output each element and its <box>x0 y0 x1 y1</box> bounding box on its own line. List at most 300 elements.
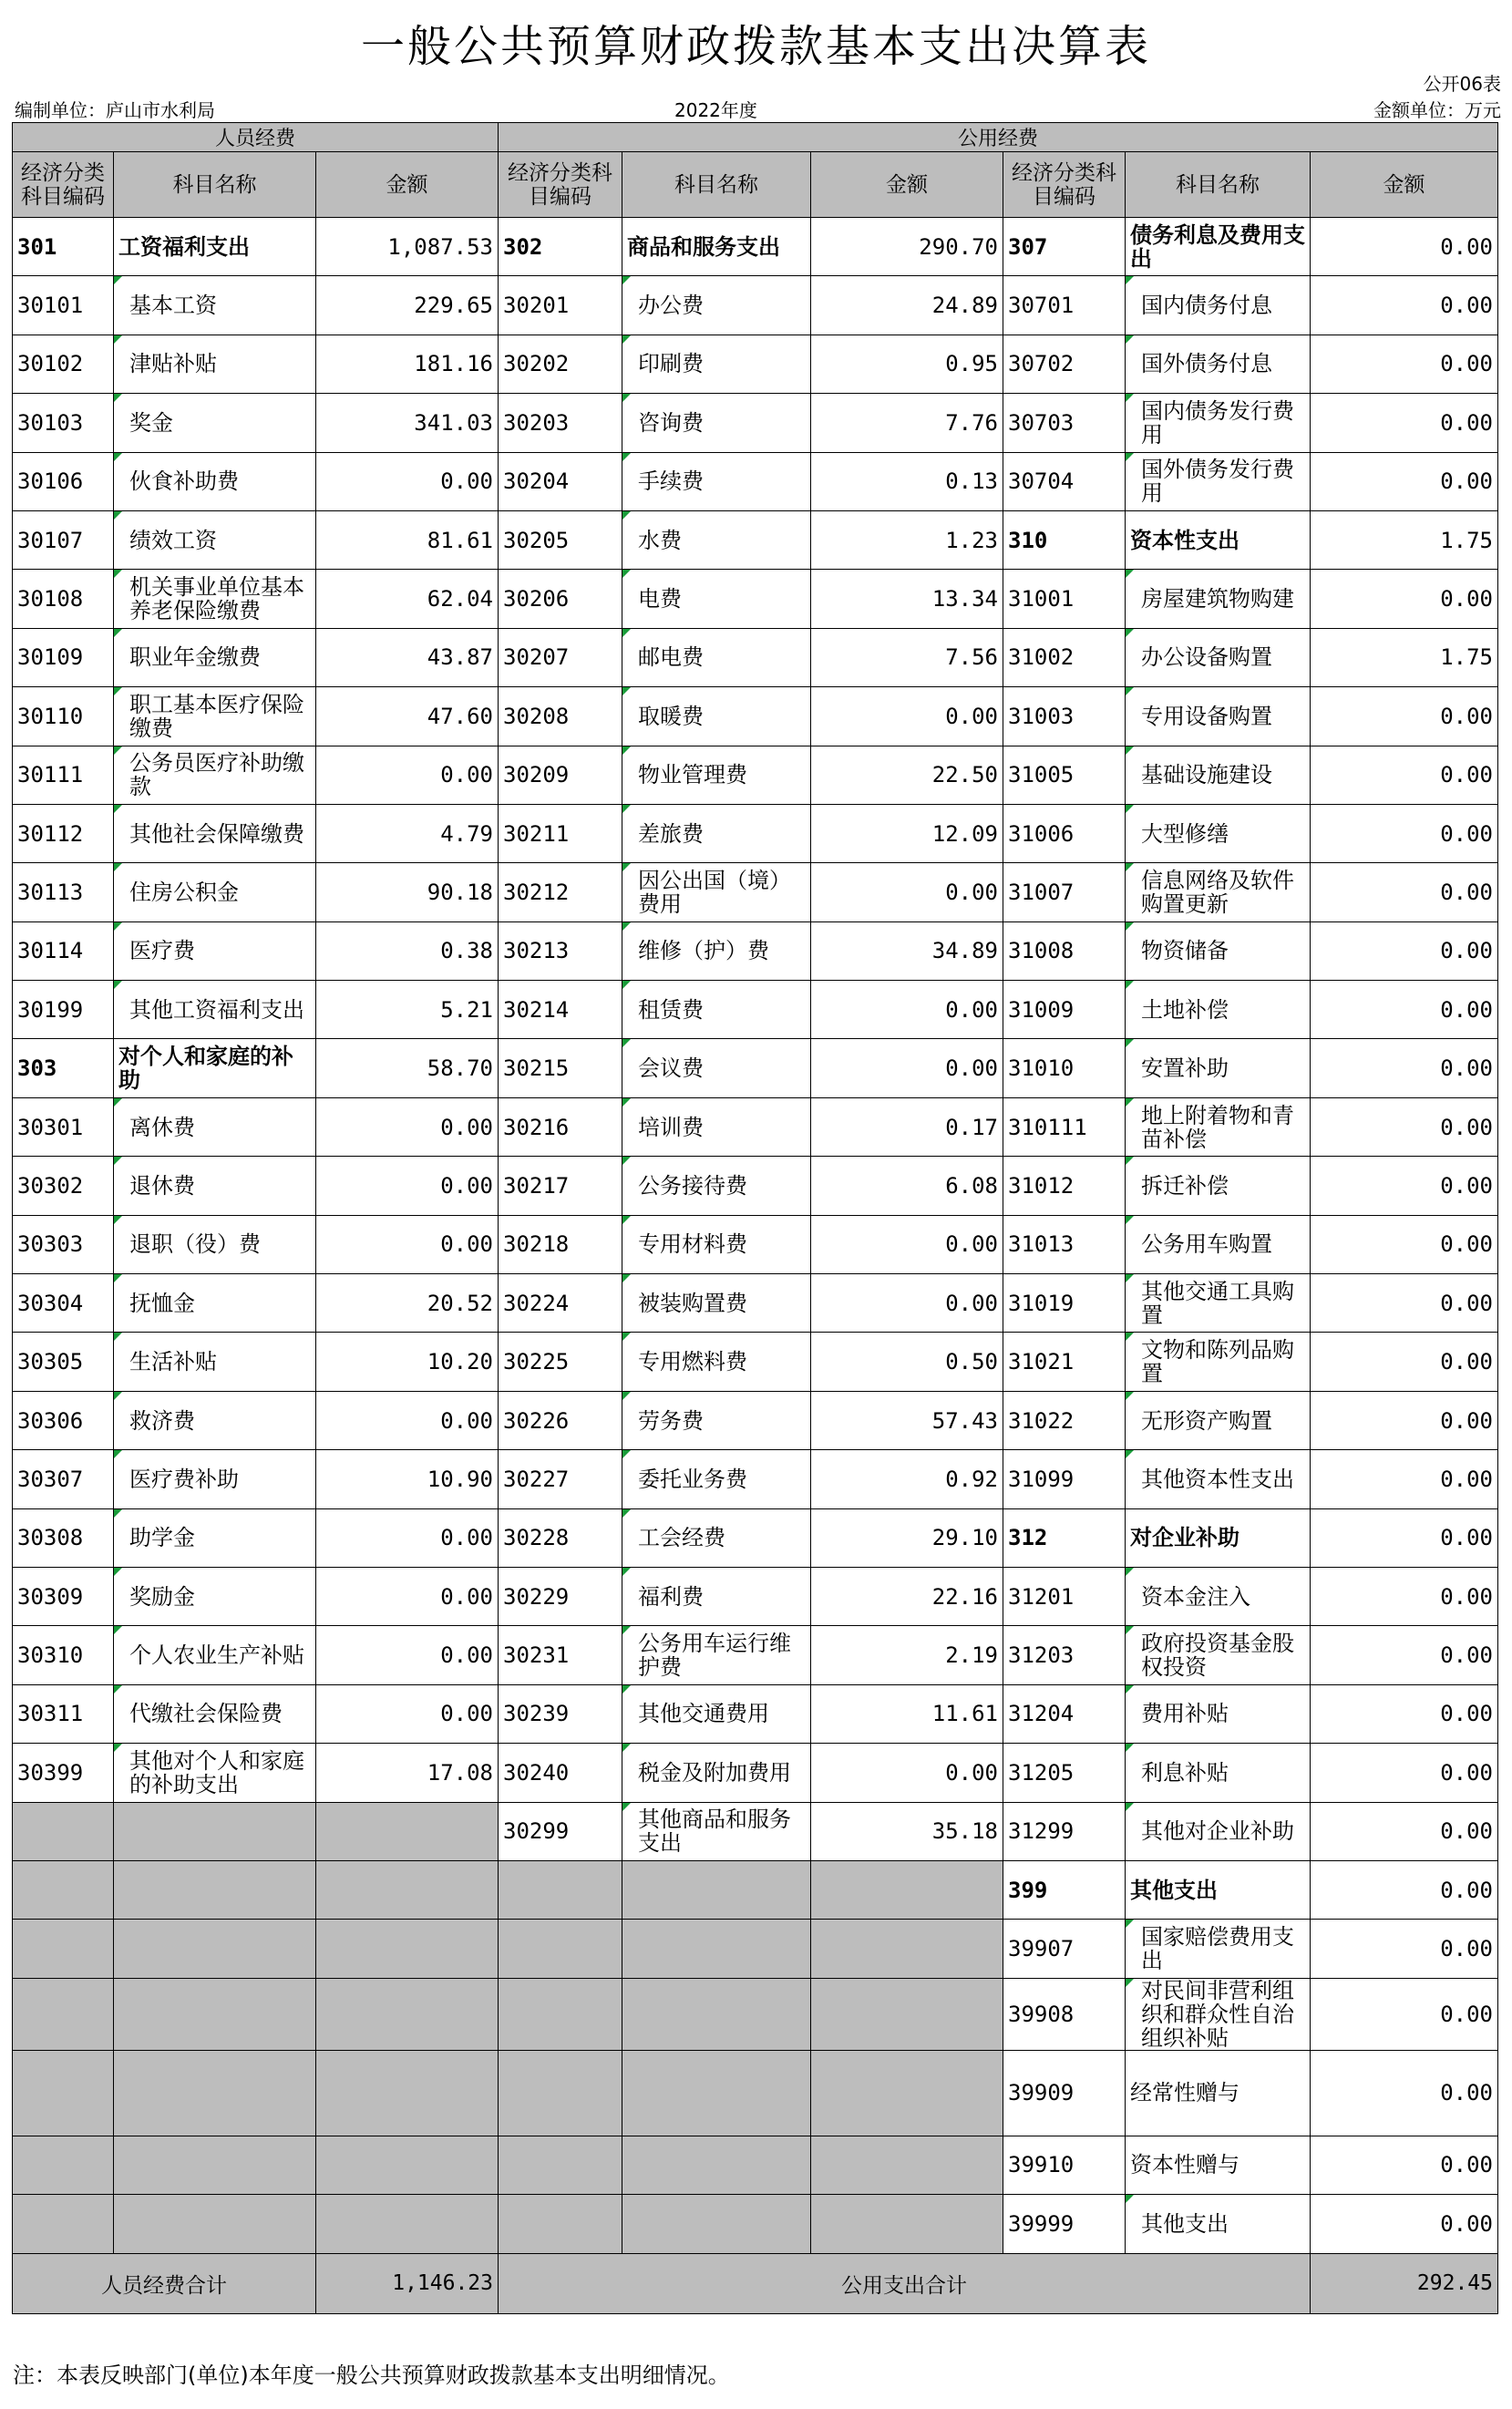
amount-cell: 1.23 <box>811 510 1003 569</box>
code-cell: 30201 <box>499 276 622 335</box>
name-cell <box>1126 628 1311 686</box>
code-cell: 302 <box>499 218 622 276</box>
amount-cell: 0.00 <box>316 1626 499 1684</box>
subject-name: 租赁费 <box>638 996 704 1023</box>
amount-cell: 0.00 <box>811 1039 1003 1097</box>
amount-cell: 29.10 <box>811 1508 1003 1567</box>
code-cell: 31003 <box>1003 687 1126 746</box>
subject-name: 资本性支出 <box>1130 526 1239 553</box>
table-row <box>13 804 1498 862</box>
amount-cell: 43.87 <box>316 628 499 686</box>
code-cell: 30107 <box>13 510 114 569</box>
code-cell: 31010 <box>1003 1039 1126 1097</box>
amount-cell <box>811 1978 1003 2050</box>
subject-name: 电费 <box>638 586 682 613</box>
amount-cell <box>316 2136 499 2194</box>
name-cell <box>114 276 316 335</box>
subject-name: 水费 <box>638 527 682 553</box>
name-cell <box>114 2136 316 2194</box>
subject-name: 专用燃料费 <box>638 1349 747 1375</box>
name-cell <box>622 1978 811 2050</box>
subject-name: 专用材料费 <box>638 1231 747 1258</box>
table-row <box>13 2050 1498 2136</box>
subject-name: 公务用车运行维护费 <box>638 1631 791 1681</box>
code-cell: 31204 <box>1003 1684 1126 1743</box>
name-cell <box>1126 510 1311 569</box>
code-cell: 30231 <box>499 1626 622 1684</box>
name-cell <box>1126 1626 1311 1684</box>
name-cell <box>114 452 316 510</box>
name-cell <box>114 628 316 686</box>
code-cell: 30213 <box>499 921 622 980</box>
section-public: 公用经费 <box>499 123 1498 152</box>
table-row <box>13 1333 1498 1391</box>
amount-cell: 181.16 <box>316 335 499 393</box>
form-number: 公开06表 <box>1423 73 1501 95</box>
amount-cell: 0.00 <box>1311 863 1498 921</box>
amount-cell: 0.00 <box>1311 1978 1498 2050</box>
code-cell: 30703 <box>1003 394 1126 452</box>
amount-cell: 0.00 <box>1311 1684 1498 1743</box>
amount-cell: 2.19 <box>811 1626 1003 1684</box>
name-cell <box>1126 1978 1311 2050</box>
name-cell <box>622 2195 811 2253</box>
subject-name: 生活补贴 <box>129 1349 217 1375</box>
subject-name: 公务接待费 <box>638 1172 747 1199</box>
code-cell: 39910 <box>1003 2136 1126 2194</box>
code-cell: 30108 <box>13 570 114 628</box>
amount-cell: 0.00 <box>316 452 499 510</box>
subject-name: 其他支出 <box>1141 2210 1229 2237</box>
name-cell <box>622 218 811 276</box>
subject-name: 代缴社会保险费 <box>129 1701 283 1727</box>
code-cell: 30207 <box>499 628 622 686</box>
name-cell <box>114 1391 316 1449</box>
amount-cell: 20.52 <box>316 1274 499 1333</box>
table-row <box>13 452 1498 510</box>
code-cell: 31201 <box>1003 1567 1126 1625</box>
subject-name: 地上附着物和青苗补偿 <box>1141 1102 1294 1152</box>
table-row <box>13 1860 1498 1919</box>
name-cell <box>1126 2195 1311 2253</box>
subject-name: 住房公积金 <box>129 879 239 905</box>
table-row <box>13 1157 1498 1215</box>
table-row <box>13 863 1498 921</box>
code-cell: 303 <box>13 1039 114 1097</box>
subject-name: 大型修缮 <box>1141 820 1229 847</box>
amount-cell: 0.00 <box>1311 981 1498 1039</box>
amount-cell: 7.76 <box>811 394 1003 452</box>
code-cell: 30214 <box>499 981 622 1039</box>
amount-cell: 0.00 <box>1311 1920 1498 1978</box>
name-cell <box>114 394 316 452</box>
code-cell: 39999 <box>1003 2195 1126 2253</box>
code-cell: 30216 <box>499 1097 622 1156</box>
code-cell: 31099 <box>1003 1450 1126 1508</box>
code-cell: 30240 <box>499 1744 622 1802</box>
subject-name: 奖金 <box>129 409 173 436</box>
name-cell <box>1126 276 1311 335</box>
subject-name: 对企业补助 <box>1130 1524 1239 1551</box>
amount-cell: 0.00 <box>316 1157 499 1215</box>
subject-name: 委托业务费 <box>638 1466 747 1492</box>
code-cell: 39908 <box>1003 1978 1126 2050</box>
table-row <box>13 1626 1498 1684</box>
subject-name: 职业年金缴费 <box>129 644 261 671</box>
name-cell <box>114 1333 316 1391</box>
subject-name: 税金及附加费用 <box>638 1759 791 1786</box>
table-row <box>13 570 1498 628</box>
amount-cell: 0.00 <box>1311 394 1498 452</box>
amount-cell: 0.00 <box>1311 1039 1498 1097</box>
code-cell: 301 <box>13 218 114 276</box>
code-cell: 30203 <box>499 394 622 452</box>
amount-cell: 0.00 <box>316 1684 499 1743</box>
amount-cell: 35.18 <box>811 1802 1003 1860</box>
name-cell <box>622 1684 811 1743</box>
name-cell <box>622 746 811 804</box>
name-cell <box>1126 1860 1311 1919</box>
table-row <box>13 687 1498 746</box>
amount-cell: 4.79 <box>316 804 499 862</box>
code-cell: 30702 <box>1003 335 1126 393</box>
code-cell: 31013 <box>1003 1215 1126 1273</box>
name-cell <box>1126 921 1311 980</box>
subject-name: 国外债务付息 <box>1141 351 1272 377</box>
amount-cell: 11.61 <box>811 1684 1003 1743</box>
table-row <box>13 1215 1498 1273</box>
subject-name: 会议费 <box>638 1055 704 1082</box>
code-cell <box>499 1978 622 2050</box>
code-cell: 30114 <box>13 921 114 980</box>
table-row <box>13 1978 1498 2050</box>
amount-cell: 0.00 <box>1311 921 1498 980</box>
amount-cell: 22.16 <box>811 1567 1003 1625</box>
amount-cell: 0.00 <box>1311 2136 1498 2194</box>
amount-cell: 0.00 <box>1311 1274 1498 1333</box>
subject-name: 取暖费 <box>638 703 704 729</box>
subject-name: 差旅费 <box>638 820 704 847</box>
subject-name: 抚恤金 <box>129 1290 195 1316</box>
name-cell <box>622 2136 811 2194</box>
code-cell <box>13 1802 114 1860</box>
subject-name: 其他对个人和家庭的补助支出 <box>129 1747 304 1797</box>
code-cell: 30228 <box>499 1508 622 1567</box>
name-cell <box>114 1097 316 1156</box>
code-cell <box>13 2136 114 2194</box>
public-total-value: 292.45 <box>1311 2253 1498 2313</box>
table-row <box>13 1274 1498 1333</box>
code-cell <box>499 1860 622 1919</box>
expenditure-table <box>12 122 1498 2314</box>
subject-name: 对民间非营利组织和群众性自治组织补贴 <box>1141 1978 1294 2051</box>
amount-cell <box>811 2195 1003 2253</box>
table-row <box>13 1920 1498 1978</box>
amount-cell: 1.75 <box>1311 628 1498 686</box>
code-cell: 30302 <box>13 1157 114 1215</box>
subject-name: 退休费 <box>129 1172 195 1199</box>
amount-cell: 0.00 <box>1311 452 1498 510</box>
code-cell: 30304 <box>13 1274 114 1333</box>
code-cell: 31019 <box>1003 1274 1126 1333</box>
amount-cell: 13.34 <box>811 570 1003 628</box>
subject-name: 医疗费 <box>129 938 195 964</box>
code-cell: 30229 <box>499 1567 622 1625</box>
header-name: 科目名称 <box>114 152 316 218</box>
code-cell: 31006 <box>1003 804 1126 862</box>
subject-name: 其他对企业补助 <box>1141 1818 1294 1845</box>
header-code: 经济分类科目编码 <box>1003 152 1126 218</box>
amount-cell <box>811 1920 1003 1978</box>
name-cell <box>114 687 316 746</box>
table-row <box>13 1450 1498 1508</box>
name-cell <box>114 804 316 862</box>
table-row <box>13 2195 1498 2253</box>
name-cell <box>1126 570 1311 628</box>
amount-cell: 0.00 <box>1311 1567 1498 1625</box>
subject-name: 办公设备购置 <box>1141 644 1272 671</box>
subject-name: 其他社会保障缴费 <box>129 820 304 847</box>
code-cell: 30109 <box>13 628 114 686</box>
name-cell <box>114 1567 316 1625</box>
subject-name: 基础设施建设 <box>1141 762 1272 788</box>
subject-name: 其他工资福利支出 <box>129 996 304 1023</box>
amount-cell: 0.00 <box>811 863 1003 921</box>
amount-cell: 0.00 <box>811 1274 1003 1333</box>
subject-name: 因公出国（境）费用 <box>638 867 791 917</box>
subject-name: 公务用车购置 <box>1141 1231 1272 1258</box>
report-year: 2022年度 <box>674 99 757 121</box>
name-cell <box>1126 1744 1311 1802</box>
amount-cell: 0.00 <box>1311 1508 1498 1567</box>
amount-cell: 0.00 <box>316 1567 499 1625</box>
code-cell: 30209 <box>499 746 622 804</box>
subject-name: 邮电费 <box>638 644 704 671</box>
name-cell <box>114 570 316 628</box>
name-cell <box>622 1039 811 1097</box>
table-row <box>13 628 1498 686</box>
amount-cell: 229.65 <box>316 276 499 335</box>
amount-cell: 0.00 <box>811 981 1003 1039</box>
amount-cell: 290.70 <box>811 218 1003 276</box>
amount-cell: 6.08 <box>811 1157 1003 1215</box>
code-cell <box>499 2136 622 2194</box>
subject-name: 其他商品和服务支出 <box>638 1807 791 1857</box>
amount-cell: 0.00 <box>1311 335 1498 393</box>
code-cell: 30111 <box>13 746 114 804</box>
name-cell <box>114 863 316 921</box>
subject-name: 维修（护）费 <box>638 938 769 964</box>
code-cell: 30208 <box>499 687 622 746</box>
amount-cell: 0.00 <box>1311 1215 1498 1273</box>
code-cell: 30301 <box>13 1097 114 1156</box>
name-cell <box>1126 1097 1311 1156</box>
table-row <box>13 276 1498 335</box>
header-amount: 金额 <box>316 152 499 218</box>
subject-name: 文物和陈列品购置 <box>1141 1337 1294 1387</box>
code-cell: 31203 <box>1003 1626 1126 1684</box>
name-cell <box>622 452 811 510</box>
name-cell <box>1126 1802 1311 1860</box>
subject-name: 利息补贴 <box>1141 1759 1229 1786</box>
code-cell: 39909 <box>1003 2050 1126 2136</box>
subject-name: 离休费 <box>129 1114 195 1140</box>
name-cell <box>1126 1684 1311 1743</box>
subject-name: 资本性赠与 <box>1130 2152 1239 2178</box>
amount-cell: 58.70 <box>316 1039 499 1097</box>
footnote: 注：本表反映部门(单位)本年度一般公共预算财政拨款基本支出明细情况。 <box>13 2363 730 2388</box>
code-cell: 30311 <box>13 1684 114 1743</box>
name-cell <box>114 1860 316 1919</box>
name-cell <box>1126 2050 1311 2136</box>
code-cell: 310 <box>1003 510 1126 569</box>
code-cell: 30299 <box>499 1802 622 1860</box>
code-cell: 30106 <box>13 452 114 510</box>
name-cell <box>114 981 316 1039</box>
subject-name: 国家赔偿费用支出 <box>1141 1924 1294 1974</box>
code-cell: 312 <box>1003 1508 1126 1567</box>
amount-cell: 24.89 <box>811 276 1003 335</box>
subject-name: 债务利息及费用支出 <box>1130 221 1305 272</box>
amount-cell: 0.00 <box>1311 2195 1498 2253</box>
name-cell <box>622 570 811 628</box>
subject-name: 医疗费补助 <box>129 1466 239 1492</box>
code-cell: 30211 <box>499 804 622 862</box>
name-cell <box>114 1920 316 1978</box>
name-cell <box>1126 1333 1311 1391</box>
table-row <box>13 1097 1498 1156</box>
code-cell: 30205 <box>499 510 622 569</box>
name-cell <box>114 1157 316 1215</box>
code-cell <box>13 2050 114 2136</box>
subject-name: 无形资产购置 <box>1141 1407 1272 1434</box>
code-cell: 30113 <box>13 863 114 921</box>
amount-cell: 0.00 <box>1311 1860 1498 1919</box>
name-cell <box>1126 335 1311 393</box>
code-cell <box>499 1920 622 1978</box>
amount-cell: 0.38 <box>316 921 499 980</box>
subject-name: 退职（役）费 <box>129 1231 261 1258</box>
code-cell: 30215 <box>499 1039 622 1097</box>
amount-cell <box>316 1860 499 1919</box>
amount-cell: 1.75 <box>1311 510 1498 569</box>
table-row <box>13 981 1498 1039</box>
code-cell: 30218 <box>499 1215 622 1273</box>
name-cell <box>622 1215 811 1273</box>
name-cell <box>622 1157 811 1215</box>
amount-cell <box>811 2136 1003 2194</box>
name-cell <box>622 981 811 1039</box>
subject-name: 物资储备 <box>1141 938 1229 964</box>
amount-cell <box>316 1920 499 1978</box>
header-code: 经济分类科目编码 <box>13 152 114 218</box>
name-cell <box>622 394 811 452</box>
name-cell <box>1126 1567 1311 1625</box>
code-cell <box>499 2195 622 2253</box>
subject-name: 办公费 <box>638 293 704 319</box>
code-cell: 30217 <box>499 1157 622 1215</box>
amount-cell <box>316 2050 499 2136</box>
page-title: 一般公共预算财政拨款基本支出决算表 <box>360 21 1151 72</box>
subject-name: 拆迁补偿 <box>1141 1172 1229 1199</box>
amount-cell: 0.00 <box>1311 1626 1498 1684</box>
name-cell <box>114 218 316 276</box>
name-cell <box>622 1391 811 1449</box>
table-row <box>13 394 1498 452</box>
code-cell: 31001 <box>1003 570 1126 628</box>
code-cell: 30212 <box>499 863 622 921</box>
subject-name: 物业管理费 <box>638 762 747 788</box>
subject-name: 机关事业单位基本养老保险缴费 <box>129 574 304 624</box>
table-row <box>13 1744 1498 1802</box>
code-cell <box>499 2050 622 2136</box>
code-cell: 30206 <box>499 570 622 628</box>
code-cell <box>13 1978 114 2050</box>
name-cell <box>622 1333 811 1391</box>
code-cell: 30103 <box>13 394 114 452</box>
name-cell <box>622 804 811 862</box>
amount-cell: 10.20 <box>316 1333 499 1391</box>
name-cell <box>114 1450 316 1508</box>
amount-cell: 10.90 <box>316 1450 499 1508</box>
name-cell <box>622 1508 811 1567</box>
code-cell: 30239 <box>499 1684 622 1743</box>
subject-name: 工会经费 <box>638 1525 725 1551</box>
table-row <box>13 1039 1498 1097</box>
subject-name: 土地补偿 <box>1141 996 1229 1023</box>
amount-cell: 0.00 <box>316 746 499 804</box>
name-cell <box>1126 1391 1311 1449</box>
code-cell: 30307 <box>13 1450 114 1508</box>
name-cell <box>622 2050 811 2136</box>
name-cell <box>1126 1920 1311 1978</box>
name-cell <box>114 746 316 804</box>
amount-cell: 62.04 <box>316 570 499 628</box>
amount-cell: 81.61 <box>316 510 499 569</box>
name-cell <box>1126 804 1311 862</box>
name-cell <box>114 1978 316 2050</box>
amount-cell: 0.00 <box>1311 1391 1498 1449</box>
public-total-label: 公用支出合计 <box>499 2253 1311 2313</box>
subject-name: 费用补贴 <box>1141 1701 1229 1727</box>
amount-cell: 0.00 <box>1311 276 1498 335</box>
code-cell: 31008 <box>1003 921 1126 980</box>
subject-name: 国内债务付息 <box>1141 293 1272 319</box>
name-cell <box>114 1684 316 1743</box>
code-cell <box>13 2195 114 2253</box>
amount-cell: 0.00 <box>811 1744 1003 1802</box>
amount-cell: 0.00 <box>1311 1744 1498 1802</box>
code-cell: 31002 <box>1003 628 1126 686</box>
subject-name: 国内债务发行费用 <box>1141 397 1294 448</box>
code-cell: 30303 <box>13 1215 114 1273</box>
name-cell <box>1126 452 1311 510</box>
amount-cell: 0.00 <box>316 1097 499 1156</box>
subject-name: 房屋建筑物购建 <box>1141 586 1294 613</box>
amount-cell: 0.00 <box>1311 218 1498 276</box>
name-cell <box>622 921 811 980</box>
code-cell: 31012 <box>1003 1157 1126 1215</box>
name-cell <box>1126 746 1311 804</box>
code-cell: 310111 <box>1003 1097 1126 1156</box>
name-cell <box>1126 218 1311 276</box>
amount-cell: 0.00 <box>1311 1333 1498 1391</box>
name-cell <box>114 2050 316 2136</box>
table-row <box>13 510 1498 569</box>
code-cell: 30204 <box>499 452 622 510</box>
code-cell: 30224 <box>499 1274 622 1333</box>
code-cell: 31022 <box>1003 1391 1126 1449</box>
